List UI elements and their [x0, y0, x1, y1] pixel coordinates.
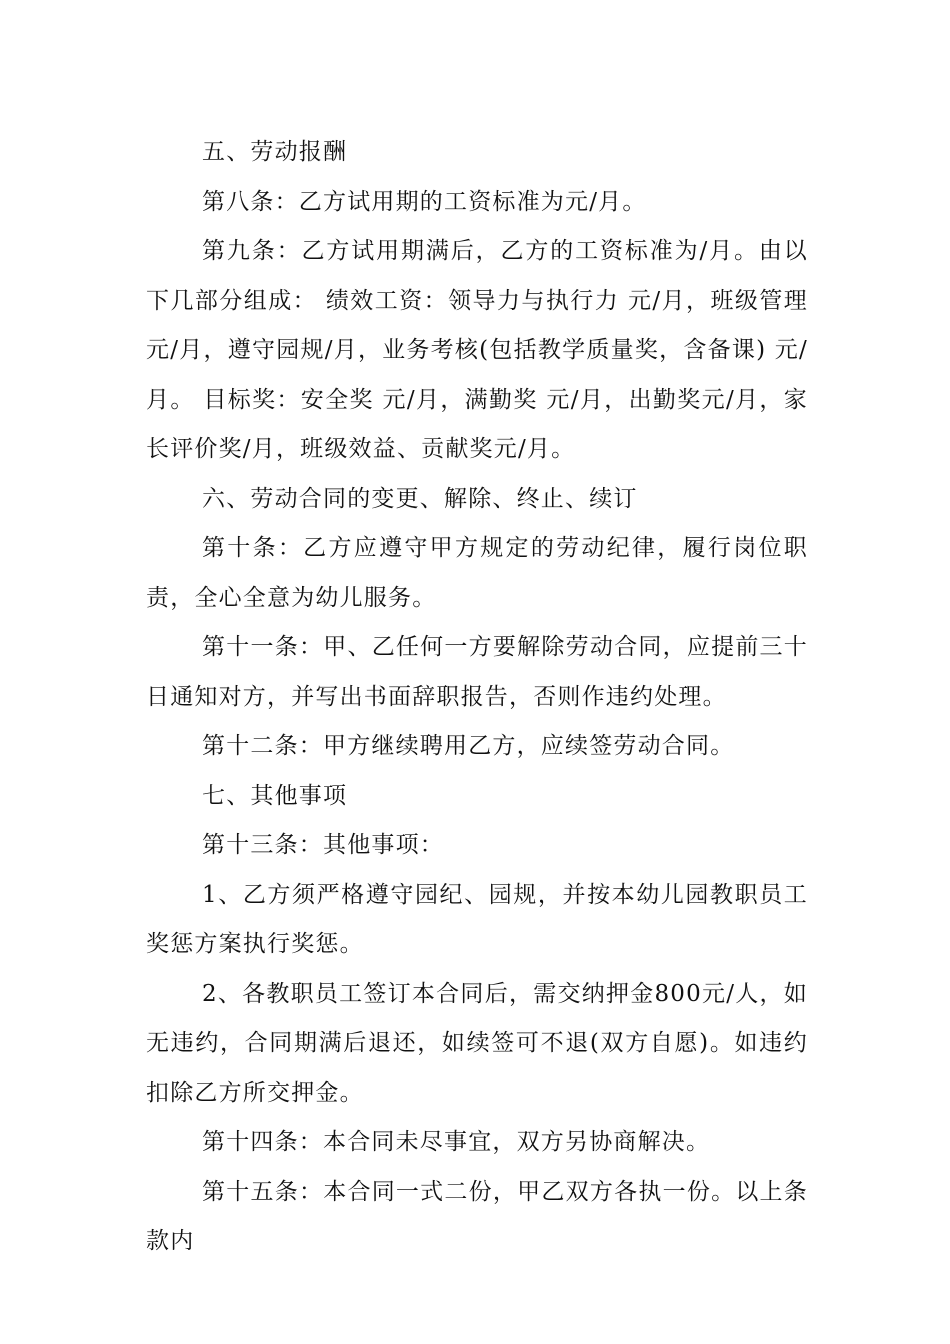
section-heading-contract-changes: 六、劳动合同的变更、解除、终止、续订	[202, 485, 638, 512]
section-heading-remuneration: 五、劳动报酬	[202, 139, 348, 165]
article-9: 第九条：乙方试用期满后，乙方的工资标准为/月。由以下几部分组成： 绩效工资：领导力与执行力 元/月，班级管理 元/月，遵守园规/月，业务考核(包括教学质量奖，含备课) 元/月。 目标奖：安全奖 元/月，满勤奖 元/月，出勤奖元/月，家长评价奖/月，班级效益、贡献奖元/月。	[146, 238, 808, 462]
article-15: 第十五条：本合同一式二份，甲乙双方各执一份。以上条款内	[146, 1178, 808, 1254]
article-13-item-1: 1、乙方须严格遵守园纪、园规，并按本幼儿园教职员工奖惩方案执行奖惩。	[146, 881, 808, 957]
article-14: 第十四条：本合同未尽事宜，双方另协商解决。	[202, 1129, 711, 1155]
article-12: 第十二条：甲方继续聘用乙方，应续签劳动合同。	[202, 733, 735, 759]
article-11: 第十一条：甲、乙任何一方要解除劳动合同，应提前三十日通知对方，并写出书面辞职报告，否则作违约处理。	[146, 634, 808, 710]
document-page	[146, 128, 808, 1267]
article-8: 第八条：乙方试用期的工资标准为元/月。	[202, 188, 647, 215]
section-heading-other-matters: 七、其他事项	[202, 782, 348, 809]
article-10: 第十条：乙方应遵守甲方规定的劳动纪律，履行岗位职责，全心全意为幼儿服务。	[146, 535, 808, 611]
article-13-item-2: 2、各教职员工签订本合同后，需交纳押金800元/人，如无违约，合同期满后退还，如续签可不退(双方自愿)。如违约扣除乙方所交押金。	[146, 980, 808, 1106]
article-13: 第十三条：其他事项：	[202, 832, 444, 858]
